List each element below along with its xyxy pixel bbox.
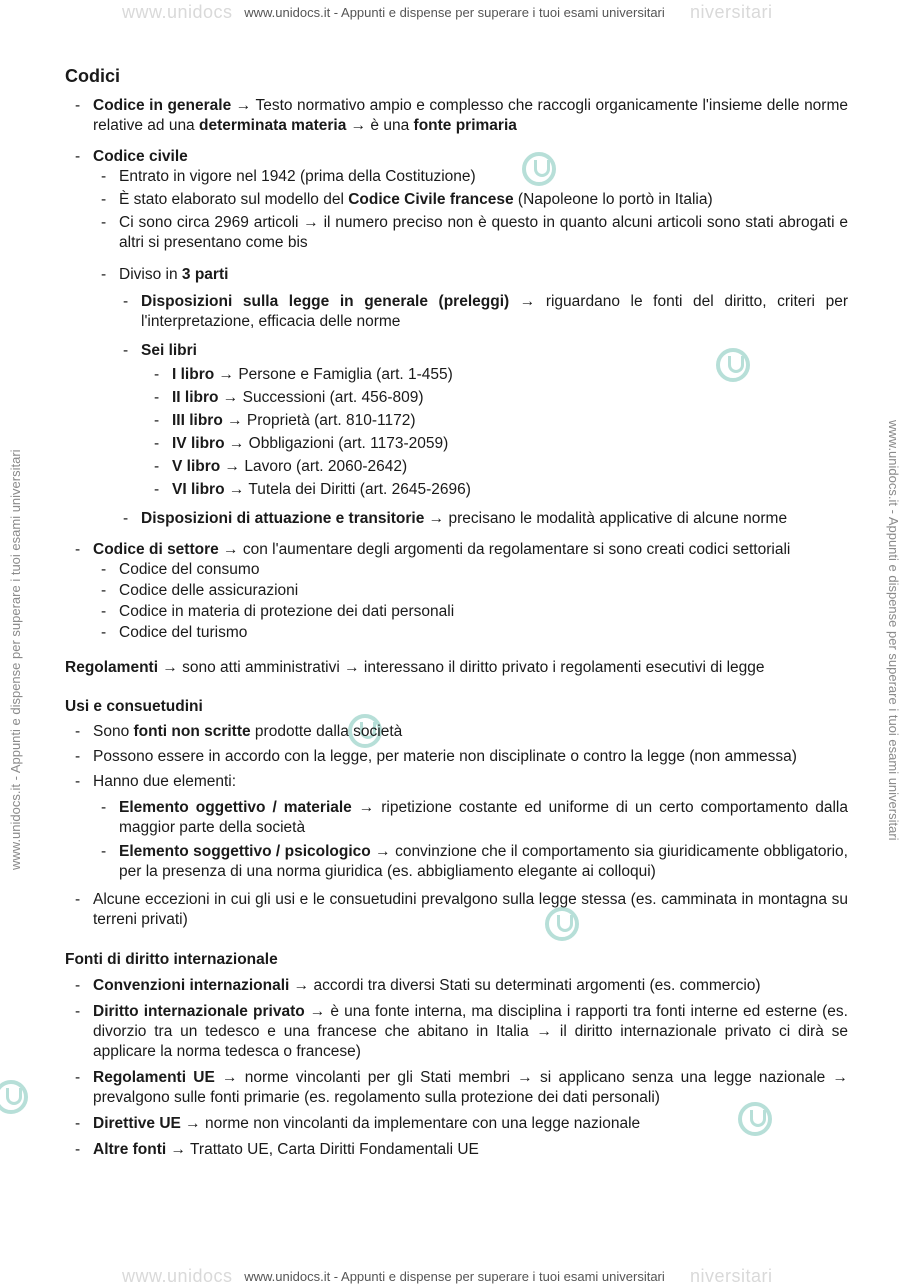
list-item: - Codice in generale → Testo normativo ampio e complesso che raccogli organicamente l'insieme delle norme relative ad una determinata materia → è una fonte primaria (93, 96, 848, 136)
list-item: - Elemento soggettivo / psicologico → convinzione che il comportamento sia giuridicamente obbligatorio, per la presenza di una norma giuridica (es. abbigliamento elegante ai colloqui) (119, 842, 848, 882)
list-item: - Codice delle assicurazioni (119, 581, 848, 601)
list-item: - Diviso in 3 parti - Disposizioni sulla legge in generale (preleggi) → riguardano le fonti del diritto, criteri per l'interpretazione, efficacia delle norme - Sei libri - I libro → Persone e Famiglia (art. 1-455) - II libro → Successioni (art. 456-809) - III libro → Proprietà (art. 810-1172) - IV libro → Obbligazioni (art. 1173-2059) - V libro → Lavoro (art. 2060-2642) - VI libro → Tutela dei Diritti (art. 2645-2696) - Disposizioni di attuazione e transitorie → precisano le modalità applicative di alcune norme (119, 265, 848, 529)
watermark-ghost-top-right: niversitari (690, 2, 773, 22)
list-item: - Disposizioni sulla legge in generale (preleggi) → riguardano le fonti del diritto, criteri per l'interpretazione, efficacia delle norme (141, 292, 848, 332)
list-item: - Possono essere in accordo con la legge, per materie non disciplinate o contro la legge (non ammessa) (93, 747, 848, 767)
regolamenti-paragraph: Regolamenti → sono atti amministrativi → interessano il diritto privato i regolamenti esecutivi di legge (65, 659, 765, 676)
libro-item: - IV libro → Obbligazioni (art. 1173-2059) (172, 434, 848, 454)
unidocs-logo-icon (0, 1080, 28, 1114)
list-item: - Disposizioni di attuazione e transitorie → precisano le modalità applicative di alcune norme (141, 509, 848, 529)
list-item: - Regolamenti UE → norme vincolanti per gli Stati membri → si applicano senza una legge nazionale → prevalgono sulle fonti primarie (es. regolamento sulla protezione dei dati personali) (93, 1068, 848, 1108)
list-item: - Sono fonti non scritte prodotte dalla società (93, 722, 848, 742)
list-item: - Codice civile - Entrato in vigore nel 1942 (prima della Costituzione) - È stato elaborato sul modello del Codice Civile francese (Napoleone lo portò in Italia) - Ci sono circa 2969 articoli → il numero preciso non è questo in quanto alcuni articoli sono stati abrogati e altri si presentano come bis - Diviso in 3 parti - Disposizioni sulla legge in generale (preleggi) → riguardano le fonti del diritto, criteri per l'interpretazione, efficacia delle norme - Sei libri - I libro → Persone e Famiglia (art. 1-455) - II libro → Successioni (art. 456-809) - III libro → Proprietà (art. 810-1172) - IV libro → Obbligazioni (art. 1173-2059) - V libro → Lavoro (art. 2060-2642) - VI libro → Tutela dei Diritti (art. 2645-2696) - Disposizioni di attuazione e transitorie → precisano le modalità applicative di alcune norme (93, 147, 848, 529)
list-item: - È stato elaborato sul modello del Codice Civile francese (Napoleone lo portò in Italia) (119, 190, 848, 210)
watermark-side-right: www.unidocs.it - Appunti e dispense per superare i tuoi esami universitari (886, 420, 901, 841)
list-item: - Codice di settore → con l'aumentare degli argomenti da regolamentare si sono creati codici settoriali - Codice del consumo - Codice delle assicurazioni - Codice in materia di protezione dei dati personali - Codice del turismo (93, 540, 848, 643)
watermark-top: www.unidocs.it - Appunti e dispense per superare i tuoi esami universitari (244, 5, 665, 20)
libro-item: - II libro → Successioni (art. 456-809) (172, 388, 848, 408)
document-body (65, 64, 848, 1166)
section-title-usi: Usi e consuetudini (65, 698, 203, 715)
list-item: - Sei libri - I libro → Persone e Famiglia (art. 1-455) - II libro → Successioni (art. 456-809) - III libro → Proprietà (art. 810-1172) - IV libro → Obbligazioni (art. 1173-2059) - V libro → Lavoro (art. 2060-2642) - VI libro → Tutela dei Diritti (art. 2645-2696) (141, 341, 848, 500)
section-title-codici: Codici (65, 66, 121, 86)
list-item: - Elemento oggettivo / materiale → ripetizione costante ed uniforme di un certo comportamento dalla maggior parte della società (119, 798, 848, 838)
libro-item: - I libro → Persone e Famiglia (art. 1-455) (172, 365, 848, 385)
list-item: - Altre fonti → Trattato UE, Carta Diritti Fondamentali UE (93, 1140, 848, 1160)
section-title-internazionale: Fonti di diritto internazionale (65, 951, 278, 968)
list-item: - Hanno due elementi: - Elemento oggettivo / materiale → ripetizione costante ed uniforme di un certo comportamento dalla maggior parte della società - Elemento soggettivo / psicologico → convinzione che il comportamento sia giuridicamente obbligatorio, per la presenza di una norma giuridica (es. abbigliamento elegante ai colloqui) (93, 772, 848, 882)
list-item: - Codice del turismo (119, 623, 848, 643)
list-item: - Convenzioni internazionali → accordi tra diversi Stati su determinati argomenti (es. commercio) (93, 976, 848, 996)
watermark-ghost-bottom-left: www.unidocs (122, 1266, 233, 1286)
libro-item: - VI libro → Tutela dei Diritti (art. 2645-2696) (172, 480, 848, 500)
libro-item: - III libro → Proprietà (art. 810-1172) (172, 411, 848, 431)
list-item: - Direttive UE → norme non vincolanti da implementare con una legge nazionale (93, 1114, 848, 1134)
list-item: - Ci sono circa 2969 articoli → il numero preciso non è questo in quanto alcuni articoli sono stati abrogati e altri si presentano come bis (119, 213, 848, 253)
list-item: - Alcune eccezioni in cui gli usi e le consuetudini prevalgono sulla legge stessa (es. camminata in montagna su terreni privati) (93, 890, 848, 930)
libro-item: - V libro → Lavoro (art. 2060-2642) (172, 457, 848, 477)
list-item: - Codice in materia di protezione dei dati personali (119, 602, 848, 622)
usi-list (93, 722, 848, 930)
internazionale-list (93, 976, 848, 1160)
watermark-ghost-top-left: www.unidocs (122, 2, 233, 22)
watermark-ghost-bottom-right: niversitari (690, 1266, 773, 1286)
list-item: - Diritto internazionale privato → è una fonte interna, ma disciplina i rapporti tra fonti interne ed esterne (es. divorzio tra un tedesco e una francese che abitano in Italia → il diritto internazionale privato ci dirà se applicare la norma tedesca o francese) (93, 1002, 848, 1062)
watermark-bottom: www.unidocs.it - Appunti e dispense per superare i tuoi esami universitari (244, 1269, 665, 1284)
codici-list (93, 96, 848, 643)
list-item: - Entrato in vigore nel 1942 (prima della Costituzione) (119, 167, 848, 187)
list-item: - Codice del consumo (119, 560, 848, 580)
watermark-side-left: www.unidocs.it - Appunti e dispense per superare i tuoi esami universitari (8, 449, 23, 870)
